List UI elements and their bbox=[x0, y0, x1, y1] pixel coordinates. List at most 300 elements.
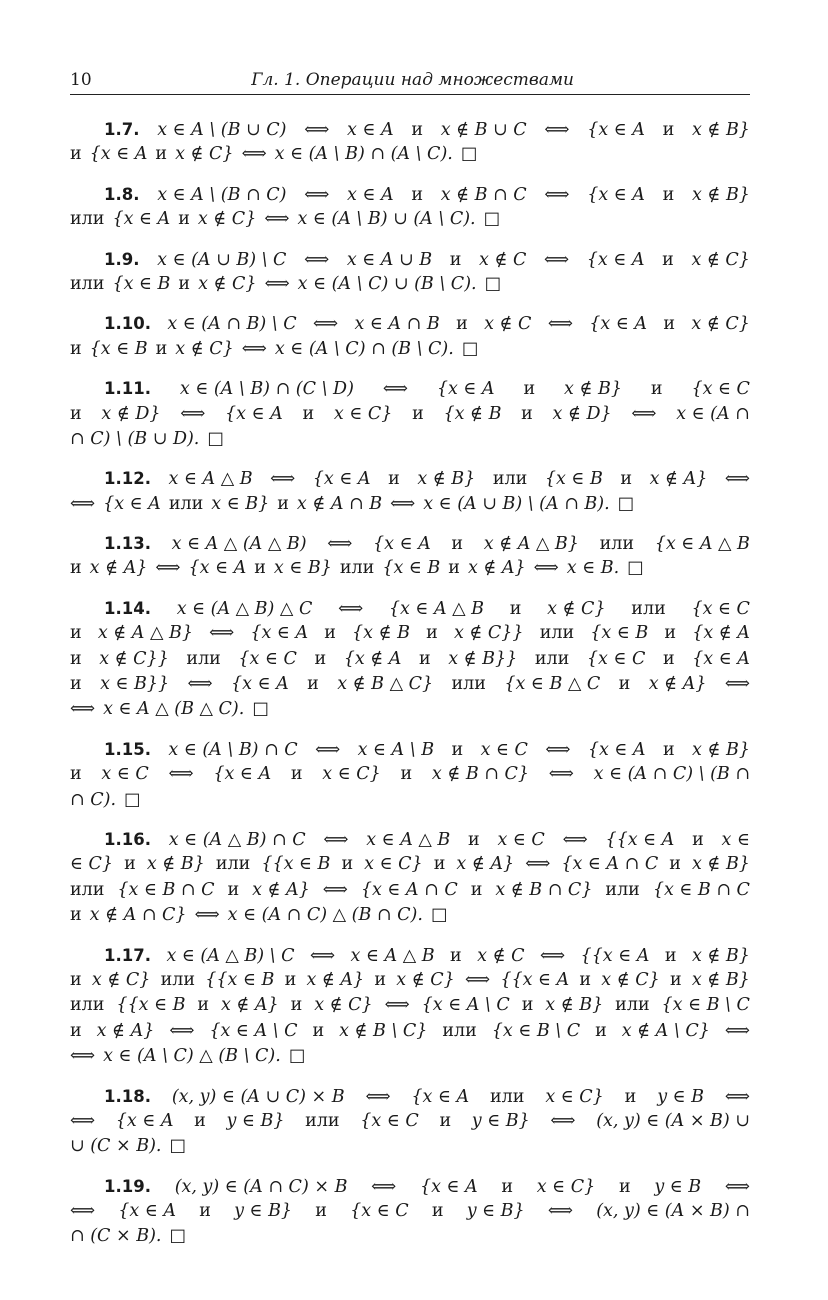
formula-fragment: x ∉ A} bbox=[467, 558, 526, 579]
formula-fragment: x ∉ C bbox=[479, 249, 527, 270]
connective-word: и bbox=[618, 674, 631, 695]
solution-line bbox=[70, 647, 750, 672]
end-of-proof-mark: □ bbox=[252, 699, 269, 720]
connective-word: и bbox=[662, 249, 674, 270]
connective-word: и bbox=[595, 1020, 607, 1041]
formula-fragment: x ∉ B ∩ C} bbox=[495, 879, 593, 900]
formula-fragment: ⟺ bbox=[382, 379, 408, 400]
solution-line bbox=[70, 1084, 750, 1109]
formula-fragment: x ∈ A ∩ B bbox=[354, 314, 440, 335]
connective-word: и bbox=[509, 598, 522, 619]
formula-fragment: ⟺ bbox=[562, 829, 588, 850]
page-number: 10 bbox=[70, 70, 92, 90]
formula-fragment: {{x ∈ B bbox=[116, 995, 186, 1016]
connective-word: и bbox=[400, 764, 413, 785]
solution-line bbox=[70, 762, 750, 787]
solution-line bbox=[70, 182, 750, 207]
formula-fragment: {x ∈ A bbox=[586, 249, 645, 270]
solution-line bbox=[70, 337, 750, 362]
formula-fragment: x ∉ C} bbox=[691, 314, 750, 335]
formula-fragment: {{x ∈ A bbox=[580, 945, 650, 966]
formula-fragment: x ∈ (A \ C) ∩ (B \ C). bbox=[274, 338, 454, 359]
formula-fragment: x ∉ A △ B} bbox=[483, 534, 579, 555]
formula-fragment: {x ∈ C bbox=[691, 598, 750, 619]
formula-fragment: {x ∈ B bbox=[112, 273, 171, 294]
formula-fragment: ⟺ bbox=[70, 699, 96, 720]
connective-word: или bbox=[70, 273, 105, 294]
formula-fragment: ⟺ bbox=[465, 969, 491, 990]
formula-fragment: ⟺ bbox=[270, 469, 296, 490]
formula-fragment: ⟺ bbox=[310, 945, 336, 966]
formula-fragment: x ∈ (A ∩ C) \ (B ∩ bbox=[593, 764, 750, 785]
formula-fragment: ⟺ bbox=[525, 854, 551, 875]
formula-fragment: {x ∈ A bbox=[231, 674, 289, 695]
end-of-proof-mark: □ bbox=[484, 273, 502, 294]
formula-fragment: x ∈ C} bbox=[364, 854, 423, 875]
formula-fragment: x ∉ B} bbox=[564, 379, 622, 400]
formula-fragment: x ∉ B △ C} bbox=[337, 674, 434, 695]
formula-fragment: x ∉ B \ C} bbox=[339, 1020, 428, 1041]
formula-fragment: ⟺ bbox=[544, 184, 570, 205]
formula-fragment: {x ∈ C bbox=[238, 648, 297, 669]
formula-fragment: ⟺ bbox=[338, 598, 364, 619]
solution-1-7 bbox=[70, 117, 750, 168]
solutions-list bbox=[70, 117, 750, 1250]
formula-fragment: x ∈ (A \ B) ∩ (C \ D) bbox=[179, 379, 354, 400]
connective-word: и bbox=[178, 273, 191, 294]
connective-word: и bbox=[70, 144, 82, 165]
connective-word: и bbox=[650, 379, 663, 400]
solution-1-9 bbox=[70, 247, 750, 298]
formula-fragment: {x ∈ C bbox=[350, 1201, 409, 1222]
formula-fragment: ⟺ bbox=[168, 764, 194, 785]
formula-fragment: {x ∈ A bbox=[250, 623, 309, 644]
connective-word: или bbox=[492, 469, 528, 490]
formula-fragment: ⟺ bbox=[365, 1086, 391, 1107]
formula-fragment: ⟺ bbox=[724, 1020, 750, 1041]
formula-fragment: ⟺ bbox=[550, 1110, 576, 1131]
formula-fragment: x ∈ B}} bbox=[100, 674, 170, 695]
formula-fragment: {x ∈ B ∩ C bbox=[652, 879, 750, 900]
formula-fragment: {x ∈ A bbox=[587, 739, 646, 760]
problem-number: 1.13. bbox=[104, 534, 151, 554]
solution-1-10 bbox=[70, 311, 750, 362]
solution-line bbox=[70, 1019, 750, 1044]
formula-fragment: x ∈ C bbox=[497, 829, 545, 850]
end-of-proof-mark: □ bbox=[169, 1136, 187, 1157]
formula-fragment: ⟺ bbox=[539, 945, 566, 966]
formula-fragment: x ∉ A} bbox=[89, 558, 148, 579]
connective-word: и bbox=[501, 1176, 514, 1197]
formula-fragment: x ∉ A} bbox=[220, 995, 279, 1016]
solution-line bbox=[70, 207, 750, 232]
connective-word: и bbox=[194, 1110, 206, 1131]
formula-fragment: {{x ∈ B bbox=[205, 969, 275, 990]
formula-fragment: x ∈ (A \ B) ∩ C bbox=[168, 739, 298, 760]
formula-fragment: x ∈ (A ∩ bbox=[676, 403, 750, 424]
formula-fragment: {x ∈ A bbox=[587, 184, 645, 205]
formula-fragment: {x ∈ A \ C bbox=[421, 995, 510, 1016]
connective-word: и bbox=[618, 1176, 631, 1197]
end-of-proof-mark: □ bbox=[483, 209, 501, 230]
formula-fragment: x ∈ A \ B bbox=[357, 739, 435, 760]
formula-fragment: ⟺ bbox=[547, 1201, 573, 1222]
solution-1-11 bbox=[70, 376, 750, 452]
connective-word: и bbox=[620, 469, 633, 490]
formula-fragment: {x ∈ A bbox=[188, 558, 247, 579]
problem-number: 1.9. bbox=[104, 249, 140, 269]
formula-fragment: y ∈ B} bbox=[471, 1110, 530, 1131]
connective-word: или bbox=[631, 598, 666, 619]
formula-fragment: x ∈ C} bbox=[536, 1176, 596, 1197]
connective-word: или bbox=[490, 1086, 525, 1107]
connective-word: или bbox=[339, 558, 375, 579]
formula-fragment: {x ∈ A ∩ C bbox=[561, 854, 659, 875]
formula-fragment: ⟺ bbox=[180, 403, 206, 424]
problem-number: 1.11. bbox=[104, 379, 151, 399]
solution-line bbox=[70, 492, 750, 517]
formula-fragment: x ∉ B} bbox=[417, 469, 476, 490]
connective-word: и bbox=[439, 1110, 452, 1131]
formula-fragment: ⟺ bbox=[155, 558, 181, 579]
problem-number: 1.8. bbox=[104, 184, 140, 204]
formula-fragment: ⟺ bbox=[322, 879, 348, 900]
solution-line bbox=[70, 142, 750, 167]
formula-fragment: x ∈ B. bbox=[566, 558, 620, 579]
formula-fragment: {x ∈ A △ B bbox=[388, 598, 485, 619]
formula-fragment: {x ∈ C bbox=[691, 379, 750, 400]
connective-word: и bbox=[521, 403, 533, 424]
formula-fragment: {x ∈ A bbox=[419, 1176, 478, 1197]
end-of-proof-mark: □ bbox=[207, 428, 224, 449]
connective-word: или bbox=[305, 1110, 340, 1131]
solution-line bbox=[70, 272, 750, 297]
formula-fragment: ⟺ bbox=[70, 493, 96, 514]
solution-line bbox=[70, 531, 750, 556]
book-page bbox=[70, 70, 750, 1264]
connective-word: или bbox=[70, 995, 105, 1016]
formula-fragment: ∪ (C × B). bbox=[70, 1136, 162, 1157]
solution-1-12 bbox=[70, 466, 750, 517]
formula-fragment: x ∉ C bbox=[484, 314, 532, 335]
formula-fragment: x ∉ B} bbox=[692, 184, 750, 205]
formula-fragment: x ∉ D} bbox=[552, 403, 612, 424]
formula-fragment: (x, y) ∈ (A ∩ C) × B bbox=[174, 1176, 348, 1197]
connective-word: или bbox=[605, 879, 640, 900]
formula-fragment: x ∉ C} bbox=[396, 969, 455, 990]
solution-1-19 bbox=[70, 1174, 750, 1250]
formula-fragment: x ∉ A} bbox=[252, 879, 310, 900]
formula-fragment: ⟺ bbox=[315, 739, 341, 760]
formula-fragment: ∩ C). bbox=[70, 789, 117, 810]
formula-fragment: {x ∈ B bbox=[590, 623, 649, 644]
problem-number: 1.14. bbox=[104, 598, 151, 618]
formula-fragment: x ∈ B} bbox=[273, 558, 332, 579]
formula-fragment: x ∈ A △ B bbox=[168, 469, 253, 490]
formula-fragment: {x ∈ A bbox=[436, 379, 495, 400]
formula-fragment: x ∉ A \ C} bbox=[621, 1020, 710, 1041]
formula-fragment: ⟺ bbox=[544, 249, 570, 270]
formula-fragment: x ∉ B ∩ C} bbox=[431, 764, 530, 785]
formula-fragment: x ∉ C} bbox=[601, 969, 660, 990]
connective-word: и bbox=[662, 120, 675, 140]
formula-fragment: ⟺ bbox=[323, 829, 349, 850]
formula-fragment: x ∉ C} bbox=[198, 273, 257, 294]
formula-fragment: x ∉ B} bbox=[691, 969, 750, 990]
connective-word: и bbox=[341, 854, 354, 875]
solution-line bbox=[70, 697, 750, 722]
formula-fragment: {x ∈ B △ C bbox=[504, 674, 601, 695]
formula-fragment: x ∉ C} bbox=[175, 144, 234, 165]
connective-word: и bbox=[155, 338, 168, 359]
formula-fragment: {x ∈ A bbox=[373, 534, 431, 555]
connective-word: или bbox=[215, 854, 251, 875]
solution-line bbox=[70, 878, 750, 903]
problem-number: 1.16. bbox=[104, 829, 151, 849]
formula-fragment: x ∉ C} bbox=[691, 249, 750, 270]
formula-fragment: {x ∈ B \ C bbox=[491, 1020, 581, 1041]
formula-fragment: y ∈ B} bbox=[226, 1110, 285, 1131]
formula-fragment: x ∈ (A ∪ B) \ (A ∩ B). bbox=[423, 493, 610, 514]
formula-fragment: x ∈ bbox=[721, 829, 750, 850]
formula-fragment: {x ∈ A bbox=[112, 209, 171, 230]
problem-number: 1.17. bbox=[104, 945, 151, 965]
solution-line bbox=[70, 376, 750, 401]
formula-fragment: x ∈ (A \ C) △ (B \ C). bbox=[103, 1046, 281, 1067]
formula-fragment: x ∉ C}} bbox=[99, 648, 169, 669]
connective-word: и bbox=[669, 854, 681, 875]
connective-word: или bbox=[70, 879, 105, 900]
formula-fragment: {x ∈ A bbox=[103, 493, 161, 514]
solution-line bbox=[70, 852, 750, 877]
formula-fragment: x ∉ C} bbox=[197, 209, 257, 230]
formula-fragment: {x ∈ A ∩ C bbox=[360, 879, 458, 900]
connective-word: и bbox=[456, 314, 468, 335]
end-of-proof-mark: □ bbox=[627, 558, 644, 579]
solution-line bbox=[70, 737, 750, 762]
formula-fragment: x ∉ A} bbox=[306, 969, 365, 990]
solution-1-14 bbox=[70, 596, 750, 723]
solution-line bbox=[70, 993, 750, 1018]
formula-fragment: x ∈ (A \ C) ∪ (B \ C). bbox=[297, 273, 477, 294]
solution-line bbox=[70, 968, 750, 993]
formula-fragment: x ∈ A \ (B ∩ C) bbox=[157, 184, 287, 205]
formula-fragment: ⟺ bbox=[544, 120, 570, 140]
connective-word: и bbox=[419, 648, 431, 669]
formula-fragment: x ∈ A △ B bbox=[350, 945, 435, 966]
connective-word: и bbox=[579, 969, 592, 990]
formula-fragment: x ∈ A △ B bbox=[366, 829, 451, 850]
connective-word: и bbox=[284, 969, 297, 990]
formula-fragment: {x ∈ A bbox=[692, 648, 750, 669]
connective-word: и bbox=[227, 879, 240, 900]
formula-fragment: {x ∈ A \ C bbox=[209, 1020, 298, 1041]
connective-word: и bbox=[450, 945, 462, 966]
connective-word: и bbox=[669, 969, 682, 990]
formula-fragment: ∩ C) \ (B ∪ D). bbox=[70, 428, 200, 449]
connective-word: и bbox=[664, 945, 677, 966]
connective-word: или bbox=[160, 969, 196, 990]
formula-fragment: ⟺ bbox=[724, 1176, 750, 1197]
formula-fragment: ⟺ bbox=[70, 1046, 96, 1067]
connective-word: и bbox=[664, 623, 677, 644]
formula-fragment: x ∈ C bbox=[480, 739, 528, 760]
end-of-proof-mark: □ bbox=[430, 905, 448, 926]
formula-fragment: x ∉ B} bbox=[545, 995, 604, 1016]
solution-line bbox=[70, 1134, 750, 1159]
connective-word: и bbox=[290, 995, 303, 1016]
solution-line bbox=[70, 1174, 750, 1199]
solution-line bbox=[70, 596, 750, 621]
connective-word: или bbox=[539, 623, 575, 644]
problem-number: 1.15. bbox=[104, 739, 151, 759]
connective-word: и bbox=[431, 1201, 444, 1222]
connective-word: и bbox=[178, 209, 190, 230]
formula-fragment: x ∈ (A ∪ B) \ C bbox=[157, 249, 287, 270]
connective-word: и bbox=[70, 623, 82, 644]
formula-fragment: ∈ C} bbox=[70, 854, 114, 875]
connective-word: и bbox=[70, 1020, 82, 1041]
formula-fragment: x ∉ A} bbox=[649, 469, 708, 490]
formula-fragment: {{x ∈ A bbox=[605, 829, 675, 850]
formula-fragment: {x ∈ B bbox=[382, 558, 441, 579]
connective-word: и bbox=[199, 1201, 211, 1222]
connective-word: и bbox=[624, 1086, 637, 1107]
formula-fragment: ⟺ bbox=[241, 144, 267, 165]
formula-fragment: ⟺ bbox=[547, 314, 573, 335]
page-header bbox=[70, 70, 750, 95]
formula-fragment: x ∉ B} bbox=[692, 120, 750, 140]
formula-fragment: {x ∈ A bbox=[589, 314, 647, 335]
formula-fragment: x ∉ A} bbox=[456, 854, 515, 875]
formula-fragment: {x ∈ A bbox=[118, 1201, 177, 1222]
connective-word: и bbox=[70, 338, 82, 359]
end-of-proof-mark: □ bbox=[461, 338, 479, 359]
problem-number: 1.10. bbox=[104, 314, 151, 334]
connective-word: или bbox=[168, 493, 204, 514]
connective-word: или bbox=[451, 674, 486, 695]
connective-word: и bbox=[426, 623, 438, 644]
formula-fragment: x ∉ C} bbox=[91, 969, 151, 990]
connective-word: или bbox=[615, 995, 650, 1016]
formula-fragment: x ∉ C}} bbox=[453, 623, 524, 644]
connective-word: и bbox=[433, 854, 446, 875]
connective-word: и bbox=[388, 469, 400, 490]
formula-fragment: {x ∉ A bbox=[343, 648, 402, 669]
connective-word: и bbox=[411, 184, 423, 205]
formula-fragment: x ∈ A bbox=[347, 120, 394, 140]
connective-word: и bbox=[70, 905, 82, 926]
solution-line bbox=[70, 672, 750, 697]
connective-word: и bbox=[314, 648, 327, 669]
formula-fragment: x ∈ A ∪ B bbox=[346, 249, 433, 270]
formula-fragment: ⟺ bbox=[304, 184, 330, 205]
solution-line bbox=[70, 427, 750, 452]
connective-word: и bbox=[70, 969, 82, 990]
end-of-proof-mark: □ bbox=[617, 493, 635, 514]
connective-word: и bbox=[70, 648, 82, 669]
formula-fragment: ⟺ bbox=[313, 314, 339, 335]
connective-word: и bbox=[521, 995, 534, 1016]
connective-word: и bbox=[290, 764, 303, 785]
formula-fragment: x ∈ (A △ B) △ C bbox=[176, 598, 313, 619]
connective-word: или bbox=[70, 209, 105, 230]
formula-fragment: {x ∈ A bbox=[411, 1086, 470, 1107]
solution-line bbox=[70, 466, 750, 491]
formula-fragment: {x ∈ C bbox=[586, 648, 646, 669]
connective-word: и bbox=[468, 829, 480, 850]
formula-fragment: {x ∉ A bbox=[692, 623, 750, 644]
formula-fragment: x ∈ C} bbox=[322, 764, 381, 785]
connective-word: и bbox=[662, 648, 675, 669]
formula-fragment: ⟺ bbox=[548, 764, 574, 785]
formula-fragment: x ∈ (A \ B) ∩ (A \ C). bbox=[274, 144, 453, 165]
formula-fragment: ⟺ bbox=[169, 1020, 195, 1041]
solution-line bbox=[70, 1224, 750, 1249]
connective-word: и bbox=[411, 120, 423, 140]
formula-fragment: ⟺ bbox=[631, 403, 657, 424]
formula-fragment: x ∉ B ∪ C bbox=[440, 120, 527, 140]
problem-number: 1.7. bbox=[104, 120, 140, 139]
formula-fragment: ⟺ bbox=[371, 1176, 397, 1197]
connective-word: и bbox=[692, 829, 704, 850]
formula-fragment: (x, y) ∈ (A × B) ∩ bbox=[596, 1201, 750, 1222]
formula-fragment: x ∈ A \ (B ∪ C) bbox=[157, 120, 287, 140]
connective-word: и bbox=[470, 879, 483, 900]
formula-fragment: ⟺ bbox=[187, 674, 213, 695]
solution-1-16 bbox=[70, 827, 750, 929]
running-title: Гл. 1. Операции над множествами bbox=[251, 70, 574, 90]
formula-fragment: ⟺ bbox=[209, 623, 235, 644]
solution-line bbox=[70, 621, 750, 646]
formula-fragment: ⟺ bbox=[264, 273, 290, 294]
solution-1-8 bbox=[70, 182, 750, 233]
end-of-proof-mark: □ bbox=[460, 144, 478, 165]
solution-1-17 bbox=[70, 943, 750, 1070]
problem-number: 1.12. bbox=[104, 469, 151, 489]
formula-fragment: {{x ∈ B bbox=[261, 854, 331, 875]
formula-fragment: y ∈ B bbox=[654, 1176, 702, 1197]
solution-1-18 bbox=[70, 1084, 750, 1160]
formula-fragment: x ∉ C bbox=[477, 945, 525, 966]
connective-word: или bbox=[442, 1020, 477, 1041]
formula-fragment: ⟺ bbox=[384, 995, 410, 1016]
formula-fragment: ⟺ bbox=[390, 493, 416, 514]
solution-line bbox=[70, 1044, 750, 1069]
formula-fragment: {x ∈ A bbox=[213, 764, 272, 785]
connective-word: и bbox=[662, 184, 675, 205]
formula-fragment: {{x ∈ A bbox=[500, 969, 570, 990]
formula-fragment: x ∉ B} bbox=[692, 854, 750, 875]
end-of-proof-mark: □ bbox=[124, 789, 141, 810]
solution-line bbox=[70, 117, 750, 142]
connective-word: и bbox=[70, 674, 82, 695]
connective-word: и bbox=[277, 493, 289, 514]
formula-fragment: ⟺ bbox=[724, 469, 750, 490]
formula-fragment: {x ∈ B bbox=[544, 469, 603, 490]
connective-word: и bbox=[449, 249, 462, 270]
formula-fragment: {x ∉ B bbox=[352, 623, 410, 644]
end-of-proof-mark: □ bbox=[169, 1226, 187, 1247]
solution-line bbox=[70, 311, 750, 336]
formula-fragment: x ∈ B} bbox=[211, 493, 270, 514]
solution-1-13 bbox=[70, 531, 750, 582]
connective-word: и bbox=[254, 558, 266, 579]
formula-fragment: {x ∈ A △ B bbox=[654, 534, 750, 555]
formula-fragment: ⟺ bbox=[194, 905, 220, 926]
solution-line bbox=[70, 903, 750, 928]
formula-fragment: {x ∉ B bbox=[443, 403, 502, 424]
